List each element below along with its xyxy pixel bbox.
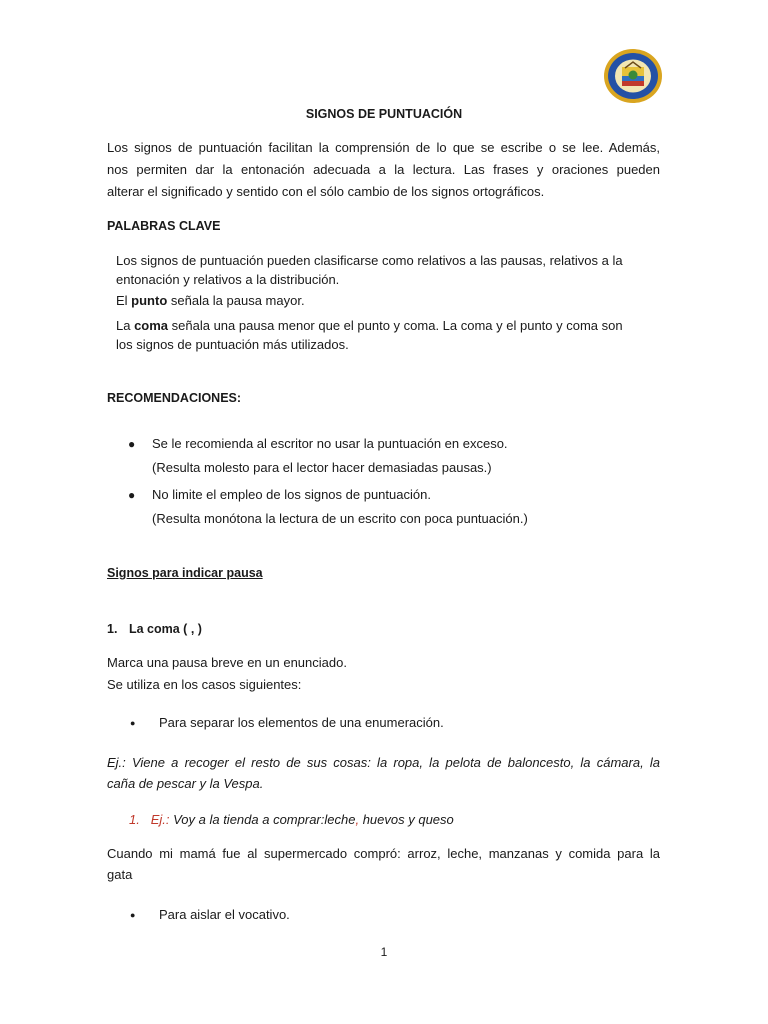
keywords-heading: PALABRAS CLAVE [107,219,221,233]
coma-prefix: La [116,318,135,333]
example-2-comma: , [355,812,360,827]
bullet-icon: ● [130,718,136,728]
example-1-line-2: caña de pescar y la Vespa. [107,776,264,791]
intro-line-2: nos permiten dar la entonación adecuada a la lectura. Las frases y oraciones pueden [107,162,660,177]
coma-use-2: Para aislar el vocativo. [159,907,290,922]
coma-use-1: Para separar los elementos de una enumeración. [159,715,444,730]
intro-line-3: alterar el significado y sentido con el sólo cambio de los signos ortográficos. [107,184,545,199]
coma-definition-line-2: los signos de puntuación más utilizados. [116,337,349,352]
coma-item-number: 1. [107,622,118,636]
recommendations-heading: RECOMENDACIONES: [107,391,242,405]
coma-description-line-1: Marca una pausa breve en un enunciado. [107,655,347,670]
page-number: 1 [380,945,388,959]
intro-line-1: Los signos de puntuación facilitan la comprensión de lo que se escribe o se lee. Además, [107,140,660,155]
example-2-text-a: Voy a la tienda a comprar:leche [169,812,356,827]
example-2 [129,811,454,829]
coma-definition [116,317,623,335]
keywords-paragraph-line-2: entonación y relativos a la distribución. [116,272,340,287]
punto-prefix: El [116,293,132,308]
example-2-number: 1. [129,812,140,827]
example-2-label: Ej.: [150,812,170,827]
bullet-icon: ● [128,437,136,451]
example-3-line-2: gata [107,867,133,882]
example-2-text-b: huevos y queso [359,812,454,827]
punto-suffix: señala la pausa mayor. [167,293,305,308]
punto-definition [116,292,305,310]
bullet-icon: ● [128,488,136,502]
coma-suffix: señala una pausa menor que el punto y coma. La coma y el punto y coma son [168,318,623,333]
page-title: SIGNOS DE PUNTUACIÓN [305,107,463,121]
recommendation-2-note: (Resulta monótona la lectura de un escrito con poca puntuación.) [152,511,528,526]
example-1-line-1: Ej.: Viene a recoger el resto de sus cosas: la ropa, la pelota de baloncesto, la cámara, la [107,755,660,770]
coma-item-title: La coma ( , ) [129,622,202,636]
coma-description-line-2: Se utiliza en los casos siguientes: [107,677,302,692]
example-3-line-1: Cuando mi mamá fue al supermercado compró: arroz, leche, manzanas y comida para la [107,846,660,861]
recommendation-1-note: (Resulta molesto para el lector hacer demasiadas pausas.) [152,460,492,475]
recommendation-1-text: Se le recomienda al escritor no usar la puntuación en exceso. [152,436,508,451]
coma-term: coma [134,318,169,333]
keywords-paragraph-line-1: Los signos de puntuación pueden clasificarse como relativos a las pausas, relativos a la [116,253,623,268]
university-seal-logo [603,48,663,104]
punto-term: punto [131,293,168,308]
bullet-icon: ● [130,910,136,920]
recommendation-2-text: No limite el empleo de los signos de puntuación. [152,487,431,502]
pause-section-heading: Signos para indicar pausa [107,566,263,580]
